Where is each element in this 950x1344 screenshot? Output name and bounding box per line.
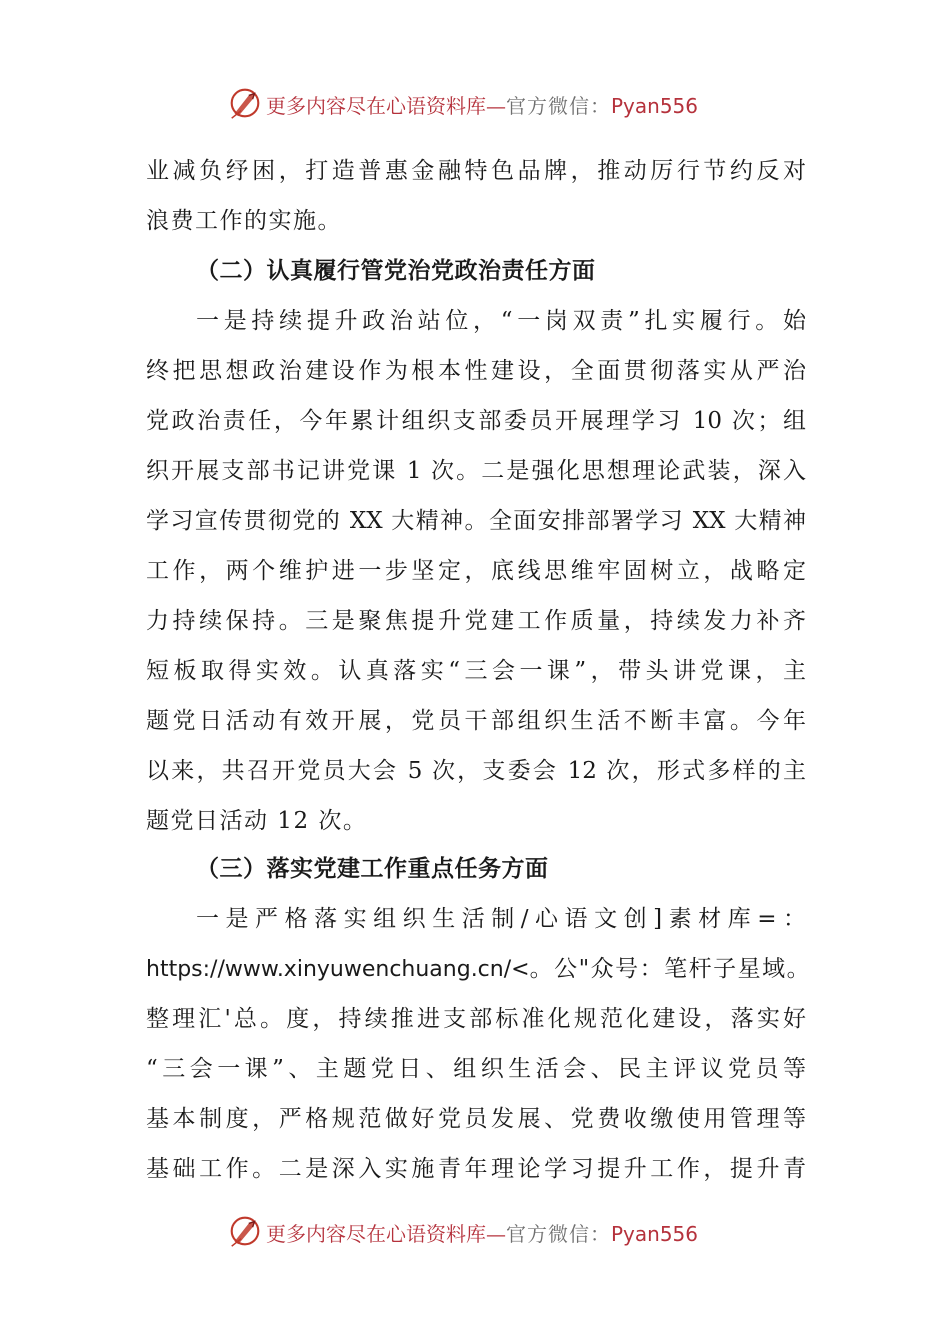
watermark-wechat-id: Pyan556 — [611, 94, 699, 118]
paragraph-line: 基本制度，严格规范做好党员发展、党费收缴使用管理等 — [146, 1106, 806, 1132]
section-heading-3: （三）落实党建工作重点任务方面 — [196, 855, 549, 882]
source-url: https://www.xinyuwenchuang.cn/< — [146, 957, 530, 982]
watermark-text — [266, 90, 698, 119]
paragraph-line: 工作，两个维护进一步坚定，底线思维牢固树立，战略定 — [146, 558, 806, 584]
pen-nib-logo-icon — [226, 1212, 264, 1250]
paragraph-line: 织开展支部书记讲党课 1 次。二是强化思想理论武装，深入 — [146, 458, 806, 484]
watermark-dash: — — [486, 1222, 506, 1246]
footer-watermark-banner — [0, 1210, 950, 1250]
paragraph-line: 一是持续提升政治站位，“一岗双责”扎实履行。始 — [196, 308, 806, 334]
paragraph-line: 以来，共召开党员大会 5 次，支委会 12 次，形式多样的主 — [146, 758, 806, 784]
paragraph-line: 题党日活动 12 次。 — [146, 808, 368, 834]
header-watermark-banner — [0, 82, 950, 122]
paragraph-line: 党政治责任，今年累计组织支部委员开展理学习 10 次；组 — [146, 408, 806, 434]
paragraph-line: 基础工作。二是深入实施青年理论学习提升工作，提升青 — [146, 1156, 806, 1182]
watermark-official-label: 官方微信： — [506, 1222, 611, 1246]
paragraph-line: 力持续保持。三是聚焦提升党建工作质量，持续发力补齐 — [146, 608, 806, 634]
watermark-official-label: 官方微信： — [506, 94, 611, 118]
url-line-tail: 。公"众号：笔杆子星域。 — [529, 956, 812, 982]
paragraph-line: “三会一课”、主题党日、组织生活会、民主评议党员等 — [146, 1056, 806, 1082]
watermark-dash: — — [486, 94, 506, 118]
watermark-text — [266, 1218, 698, 1247]
pen-nib-logo-icon — [226, 84, 264, 122]
paragraph-line: 终把思想政治建设作为根本性建设，全面贯彻落实从严治 — [146, 358, 806, 384]
paragraph-line: 短板取得实效。认真落实“三会一课”，带头讲党课，主 — [146, 658, 806, 684]
paragraph-line: 一是严格落实组织生活制/心语文创]素材库=： — [196, 906, 806, 932]
paragraph-line: 整理汇'总。度，持续推进支部标准化规范化建设，落实好 — [146, 1006, 806, 1032]
paragraph-line: 学习宣传贯彻党的 XX 大精神。全面安排部署学习 XX 大精神 — [146, 508, 806, 534]
paragraph-line: 业减负纾困，打造普惠金融特色品牌，推动厉行节约反对 — [146, 158, 806, 184]
paragraph-line: 浪费工作的实施。 — [146, 208, 342, 234]
watermark-brand: 更多内容尽在心语资料库 — [266, 94, 486, 118]
url-line — [146, 944, 812, 994]
paragraph-line: 题党日活动有效开展，党员干部组织生活不断丰富。今年 — [146, 708, 806, 734]
watermark-wechat-id: Pyan556 — [611, 1222, 699, 1246]
watermark-brand: 更多内容尽在心语资料库 — [266, 1222, 486, 1246]
section-heading-2: （二）认真履行管党治党政治责任方面 — [196, 257, 596, 284]
